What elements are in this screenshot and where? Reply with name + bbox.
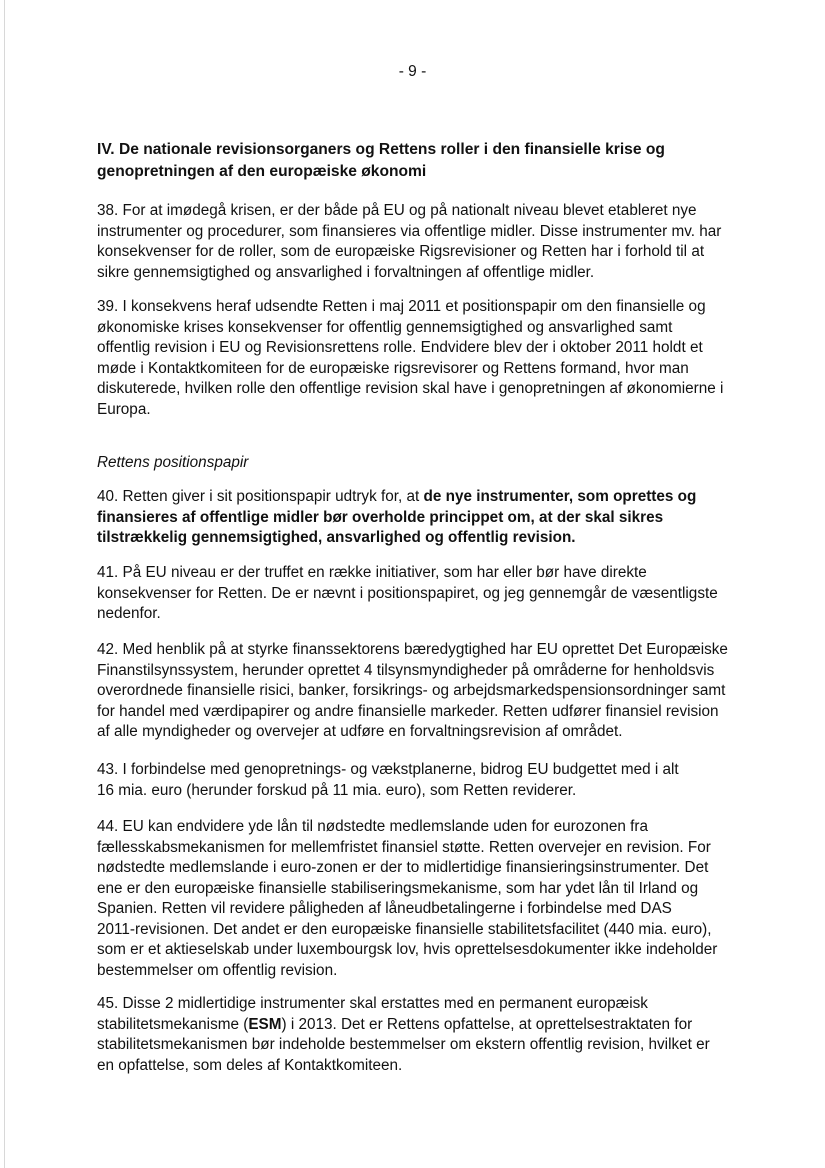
text-line	[97, 359, 777, 380]
text-line	[97, 722, 777, 743]
text-run: for handel med værdipapirer og andre finansielle markeder. Retten udfører finansiel revision	[97, 702, 719, 720]
text-line	[97, 899, 777, 920]
text-run: stabilitetsmekanismen bør indeholde bestemmelser om ekstern offentlig revision, hvilket er	[97, 1036, 710, 1053]
text-line	[97, 222, 777, 243]
text-line	[97, 640, 777, 661]
text-line	[97, 379, 777, 400]
text-line	[97, 879, 777, 900]
text-run: en opfattelse, som deles af Kontaktkomiteen.	[97, 1056, 403, 1074]
text-run: ) i 2013. Det er Rettens opfattelse, at oprettelsestraktaten for	[281, 1015, 693, 1033]
text-line	[97, 1035, 777, 1056]
section-heading	[97, 139, 777, 183]
text-run: sikre gennemsigtighed og ansvarlighed i forvaltningen af offentlige midler.	[97, 263, 595, 281]
bold-text: finansieres af offentlige midler bør overholde princippet om, at der skal sikres	[97, 508, 664, 526]
text-line	[97, 584, 777, 605]
text-line	[97, 604, 777, 625]
text-line	[97, 338, 777, 359]
text-line	[97, 563, 777, 584]
text-run: 43. I forbindelse med genopretnings- og vækstplanerne, bidrog EU budgettet med i alt	[97, 761, 679, 778]
text-run: nødstedte medlemslande i euro-zonen er der to midlertidige finansieringsinstrumenter. Det	[97, 859, 709, 876]
text-run: møde i Kontaktkomiteen for de europæiske rigsrevisorer og Rettens formand, hvor man	[97, 359, 689, 377]
subheading: Rettens positionspapir	[97, 454, 249, 471]
heading-line: IV. De nationale revisionsorganers og Rettens roller i den finansielle krise og	[97, 141, 665, 158]
text-run: som er et aktieselskab under luxembourgsk lov, hvis oprettelsesdokumenter ikke indeholder	[97, 941, 718, 958]
text-run: ene er den europæiske finansielle stabiliseringsmekanisme, som har ydet lån til Irland og	[97, 879, 699, 897]
text-run: 16 mia. euro (herunder forskud på 11 mia. euro), som Retten reviderer.	[97, 781, 577, 799]
bold-text: tilstrækkelig gennemsigtighed, ansvarlighed og offentlig revision.	[97, 529, 576, 546]
text-line	[97, 1056, 777, 1077]
text-line	[97, 487, 777, 508]
text-run: økonomiske krises konsekvenser for offentlig gennemsigtighed og ansvarlighed samt	[97, 318, 673, 336]
text-run: Spanien. Retten vil revidere påligheden af låneudbetalingerne i forbindelse med DAS	[97, 900, 672, 917]
text-line	[97, 297, 777, 318]
page-number: - 9 -	[398, 63, 427, 80]
text-run: 38. For at imødegå krisen, er der både på EU og på nationalt niveau blevet etableret nye	[97, 202, 697, 219]
text-run: 41. På EU niveau er der truffet en række initiativer, som har eller bør have direkte	[97, 564, 647, 581]
bold-text: de nye instrumenter, som oprettes og	[423, 488, 697, 505]
text-run: nedenfor.	[97, 605, 161, 622]
bold-text: ESM	[248, 1015, 282, 1033]
text-line	[97, 994, 777, 1015]
text-run: bestemmelser om offentlig revision.	[97, 961, 338, 979]
text-line	[97, 263, 777, 284]
text-run: 44. EU kan endvidere yde lån til nødstedte medlemslande uden for eurozonen fra	[97, 818, 649, 835]
paragraph-42	[97, 640, 777, 743]
paragraph-40	[97, 487, 777, 549]
text-line	[97, 920, 777, 941]
text-line	[97, 528, 777, 549]
text-run: stabilitetsmekanisme (	[97, 1015, 249, 1033]
text-line	[97, 400, 777, 421]
text-run: 2011-revisionen. Det andet er den europæiske finansielle stabilitetsfacilitet (440 mia. euro),	[97, 920, 712, 938]
text-run: fællesskabsmekanismen for mellemfristet finansiel støtte. Retten overvejer en revision. For	[97, 838, 711, 856]
text-line	[97, 961, 777, 982]
text-run: af alle myndigheder og overvejer at udføre en forvaltningsrevision af området.	[97, 723, 623, 740]
heading-line: genopretningen af den europæiske økonomi	[97, 163, 427, 180]
text-line	[97, 1015, 777, 1036]
text-line	[97, 681, 777, 702]
text-run: konsekvenser for de roller, som de europæiske Rigsrevisioner og Retten har i forhold til at	[97, 243, 705, 260]
paragraph-41	[97, 563, 777, 625]
text-line	[97, 702, 777, 723]
text-line	[97, 858, 777, 879]
paragraph-43	[97, 760, 777, 801]
text-line	[97, 940, 777, 961]
text-line	[97, 508, 777, 529]
paragraph-44	[97, 817, 777, 981]
text-line	[97, 242, 777, 263]
text-run: diskuterede, hvilken rolle den offentlige revision skal have i genopretningen af økonomierne i	[97, 380, 724, 397]
text-line	[97, 817, 777, 838]
text-run: 39. I konsekvens heraf udsendte Retten i maj 2011 et positionspapir om den finansielle og	[97, 298, 706, 315]
text-run: instrumenter og procedurer, som finansieres via offentlige midler. Disse instrumenter mv. har	[97, 222, 722, 240]
text-run: Finanstilsynssystem, herunder oprettet 4 tilsynsmyndigheder på områderne for henholdsvis	[97, 661, 715, 679]
text-run: konsekvenser for Retten. De er nævnt i positionspapiret, og jeg gennemgår de væsentligste	[97, 584, 718, 602]
text-run: 40. Retten giver i sit positionspapir udtryk for, at	[97, 488, 424, 505]
text-line	[97, 661, 777, 682]
paragraph-45	[97, 994, 777, 1076]
paragraph-38	[97, 201, 777, 283]
text-line	[97, 318, 777, 339]
text-run: Europa.	[97, 400, 151, 418]
text-line	[97, 781, 777, 802]
scan-edge	[4, 0, 5, 1168]
text-line	[97, 201, 777, 222]
text-line	[97, 838, 777, 859]
text-run: 42. Med henblik på at styrke finanssektorens bæredygtighed har EU oprettet Det Europæiske	[97, 641, 728, 658]
text-run: offentlig revision i EU og Revisionsrettens rolle. Endvidere blev der i oktober 2011 holdt et	[97, 339, 703, 356]
text-run: 45. Disse 2 midlertidige instrumenter skal erstattes med en permanent europæisk	[97, 995, 648, 1012]
paragraph-39	[97, 297, 777, 420]
text-line	[97, 760, 777, 781]
text-run: overordnede finansielle risici, banker, forsikrings- og arbejdsmarkedspensionsordninger samt	[97, 682, 726, 699]
